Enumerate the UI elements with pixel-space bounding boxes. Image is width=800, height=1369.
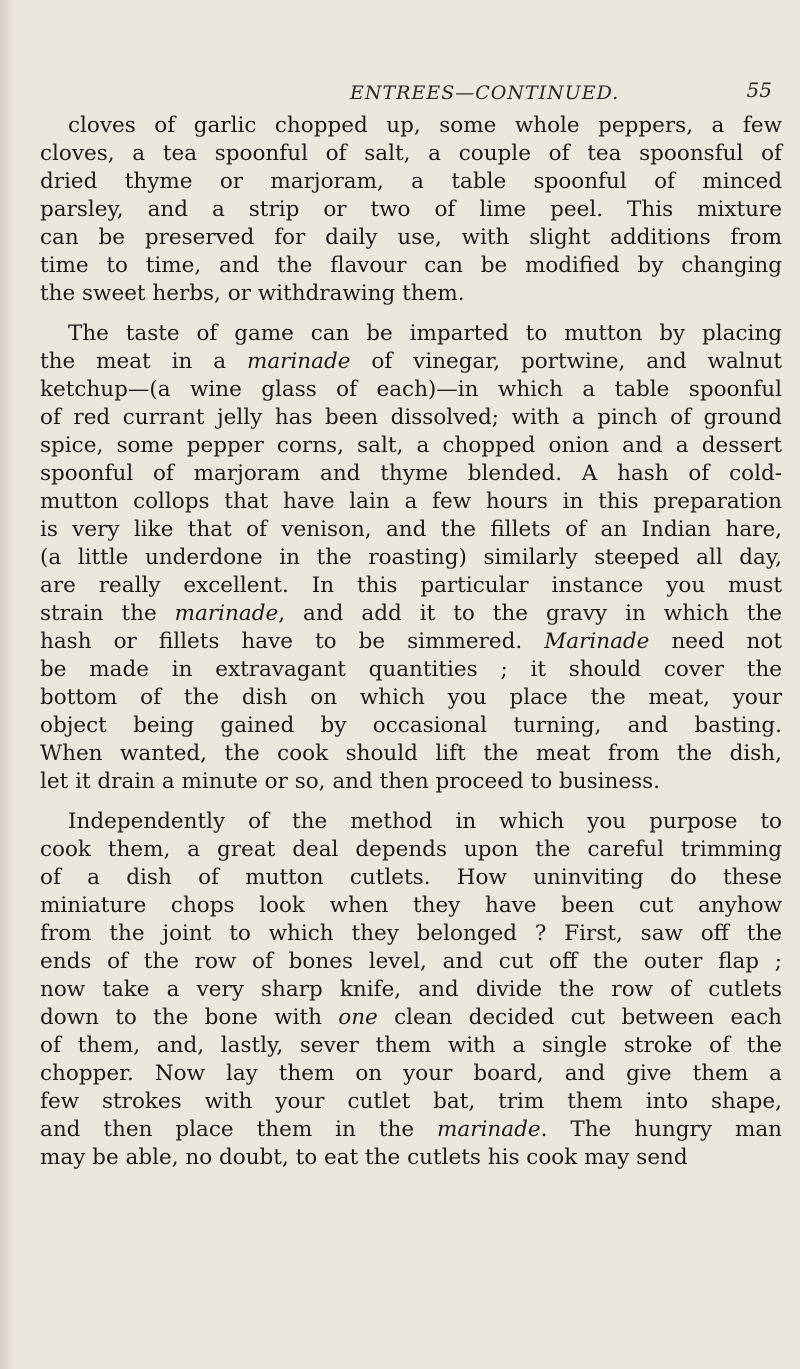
text-line: the sweet herbs, or withdrawing them. [40,281,465,306]
paragraph-2 [40,320,782,796]
text-line: object being gained by occasional turning, and basting. [40,713,782,738]
text-line: Independently of the method in which you purpose to [68,809,782,834]
text-line: are really excellent. In this particular instance you must [40,573,782,598]
text-line: of red currant jelly has been dissolved; with a pinch of ground [40,405,782,430]
text-line: can be preserved for daily use, with slight additions from [40,225,782,250]
text-line: strain the marinade, and add it to the gravy in which the [40,601,783,626]
text-line: mutton collops that have lain a few hours in this preparation [40,489,782,514]
text-line: let it drain a minute or so, and then proceed to business. [40,769,660,794]
text-line: now take a very sharp knife, and divide the row of cutlets [40,977,782,1002]
text-line: chopper. Now lay them on your board, and give them a [40,1061,782,1086]
text-line: few strokes with your cutlet bat, trim them into shape, [40,1089,782,1114]
text-line: (a little underdone in the roasting) similarly steeped all day, [40,545,782,570]
text-line: The taste of game can be imparted to mutton by placing [68,321,782,346]
paragraph-1 [40,112,782,308]
text-line: cloves, a tea spoonful of salt, a couple of tea spoonsful of [40,141,782,166]
text-line: spice, some pepper corns, salt, a chopped onion and a dessert [40,433,782,458]
text-line: is very like that of venison, and the fillets of an Indian hare, [40,517,782,542]
text-line: parsley, and a strip or two of lime peel. This mixture [40,197,782,222]
text-line: may be able, no doubt, to eat the cutlets his cook may send [40,1145,688,1170]
text-line: When wanted, the cook should lift the meat from the dish, [40,741,782,766]
paragraph-3 [40,808,782,1172]
text-line: spoonful of marjoram and thyme blended. A hash of cold- [40,461,782,486]
text-line: hash or fillets have to be simmered. Marinade need not [40,629,782,654]
text-line: the meat in a marinade of vinegar, portwine, and walnut [40,349,782,374]
text-line: bottom of the dish on which you place the meat, your [40,685,782,710]
text-line: ketchup—(a wine glass of each)—in which a table spoonful [40,377,782,402]
page-number: 55 [746,78,772,102]
text-line: of them, and, lastly, sever them with a single stroke of the [40,1033,782,1058]
text-line: from the joint to which they belonged ? First, saw off the [40,921,782,946]
text-line: miniature chops look when they have been cut anyhow [40,893,782,918]
text-line: of a dish of mutton cutlets. How uninviting do these [40,865,782,890]
body-text [40,112,782,1172]
text-line: dried thyme or marjoram, a table spoonful of minced [40,169,782,194]
text-line: ends of the row of bones level, and cut off the outer flap ; [40,949,782,974]
spine-shadow [0,0,14,1369]
text-line: down to the bone with one clean decided cut between each [40,1005,782,1030]
text-line: be made in extravagant quantities ; it should cover the [40,657,782,682]
text-line: and then place them in the marinade. The hungry man [40,1117,782,1142]
running-head: ENTREES—CONTINUED. [350,82,620,104]
text-line: cook them, a great deal depends upon the careful trimming [40,837,782,862]
text-line: cloves of garlic chopped up, some whole peppers, a few [68,113,782,138]
text-line: time to time, and the flavour can be modified by changing [40,253,782,278]
